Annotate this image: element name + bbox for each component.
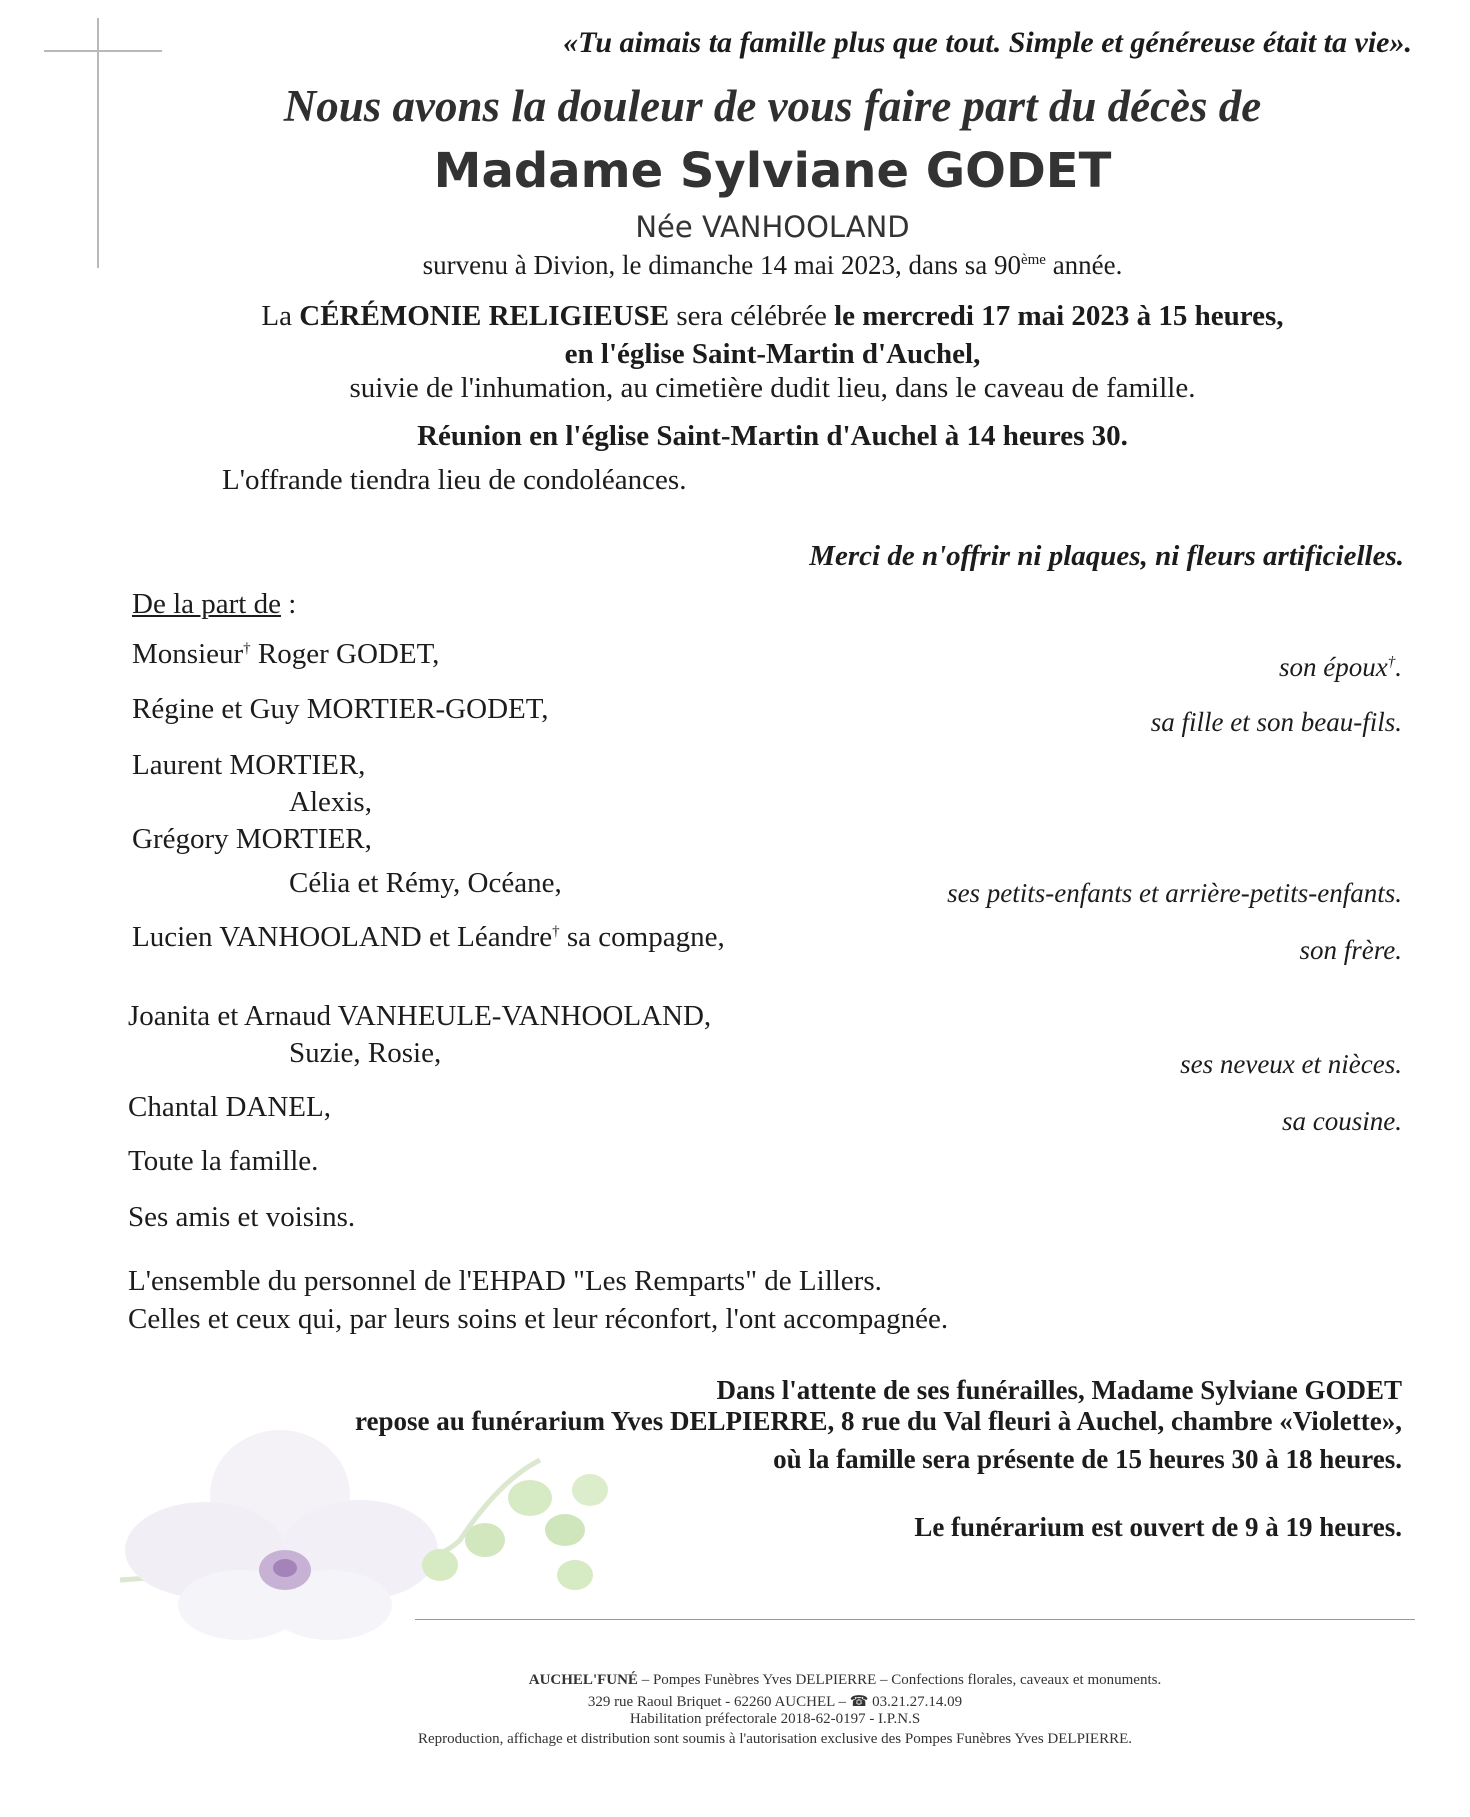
relation-label: son frère. [1299, 935, 1402, 965]
family-line: Grégory MORTIER, [132, 823, 372, 855]
family-line: Chantal DANEL, [128, 1091, 331, 1123]
footer-text: – Pompes Funèbres Yves DELPIERRE – Confections florales, caveaux et monuments. [637, 1672, 1162, 1688]
footer-address [40, 1692, 1470, 1711]
footer-habilitation: Habilitation préfectorale 2018-62-0197 - I.P.N.S [629, 1711, 921, 1727]
footer-reproduction: Reproduction, affichage et distribution sont soumis à l'autorisation exclusive des Pompes Funèbres Yves DELPIERRE. [417, 1731, 1132, 1747]
family-text: Monsieur [132, 638, 244, 670]
footer-brand: AUCHEL'FUNÉ [528, 1672, 638, 1688]
family-line: Celles et ceux qui, par leurs soins et leur réconfort, l'ont accompagnée. [128, 1303, 949, 1335]
dagger-mark: † [243, 640, 251, 657]
family-line: Joanita et Arnaud VANHEULE-VANHOOLAND, [128, 1000, 712, 1032]
deceased-name: Madame Sylviane GODET [433, 143, 1112, 199]
no-plaques-line: Merci de n'offrir ni plaques, ni fleurs artificielles. [809, 540, 1404, 572]
family-line: Ses amis et voisins. [128, 1201, 356, 1233]
de-la-part-de-label: De la part de [132, 588, 281, 620]
family-line: L'ensemble du personnel de l'EHPAD "Les Remparts" de Lillers. [128, 1265, 882, 1297]
funerarium-hours: Le funérarium est ouvert de 9 à 19 heures. [914, 1512, 1402, 1542]
cross-icon-horizontal [44, 50, 162, 52]
offering-line: L'offrande tiendra lieu de condoléances. [222, 464, 687, 496]
death-line-text: survenu à Divion, le dimanche 14 mai 2023, dans sa 90 [422, 250, 1021, 280]
footer-divider [415, 1619, 1415, 1620]
maiden-name: Née VANHOOLAND [635, 210, 910, 244]
meeting-line: Réunion en l'église Saint-Martin d'Auchel à 14 heures 30. [417, 420, 1128, 452]
family-line: Régine et Guy MORTIER-GODET, [132, 693, 549, 725]
relation-label: ses petits-enfants et arrière-petits-enfants. [947, 878, 1402, 908]
relation-text: son époux [1279, 652, 1388, 682]
funerarium-line: Dans l'attente de ses funérailles, Madame Sylviane GODET [716, 1375, 1402, 1405]
relation-label: sa fille et son beau-fils. [1150, 707, 1402, 737]
family-text: Roger GODET, [250, 638, 440, 670]
death-line-end: année. [1045, 250, 1123, 280]
family-line [132, 921, 725, 954]
ceremony-location: en l'église Saint-Martin d'Auchel, [564, 338, 981, 370]
death-line-sup: ème [1020, 252, 1046, 268]
footer-line [110, 1672, 1470, 1689]
ceremony-date: le mercredi 17 mai 2023 à 15 heures, [834, 300, 1284, 332]
relation-label: ses neveux et nièces. [1180, 1049, 1402, 1079]
dagger-mark: † [1387, 654, 1396, 670]
death-line [0, 250, 1470, 281]
epigraph: «Tu aimais ta famille plus que tout. Simple et généreuse était ta vie». [563, 26, 1412, 59]
ceremony-line [0, 300, 1470, 333]
ceremony-label: CÉRÉMONIE RELIGIEUSE [299, 300, 670, 332]
de-la-part-de [132, 588, 296, 621]
family-line: Toute la famille. [128, 1145, 319, 1177]
relation-label: sa cousine. [1282, 1106, 1402, 1136]
family-line: Laurent MORTIER, [132, 749, 366, 781]
de-la-part-de-colon: : [280, 588, 297, 620]
ceremony-middle: sera célébrée [669, 300, 835, 332]
footer-phone: 03.21.27.14.09 [872, 1694, 963, 1710]
funerarium-line: où la famille sera présente de 15 heures 30 à 18 heures. [773, 1444, 1402, 1474]
family-text: Lucien VANHOOLAND et Léandre [132, 921, 553, 953]
family-text: sa compagne, [559, 921, 725, 953]
footer-text: 329 rue Raoul Briquet - 62260 AUCHEL – [587, 1694, 850, 1710]
headline: Nous avons la douleur de vous faire part du décès de [283, 81, 1262, 131]
family-line: Célia et Rémy, Océane, [289, 867, 562, 899]
ceremony-prefix: La [261, 300, 300, 332]
relation-text: . [1395, 652, 1402, 682]
relation-label [1279, 652, 1402, 683]
family-line: Suzie, Rosie, [289, 1037, 442, 1069]
orchid-illustration [110, 1420, 670, 1650]
burial-line: suivie de l'inhumation, au cimetière dudit lieu, dans le caveau de famille. [349, 372, 1196, 404]
family-line [132, 638, 439, 671]
funerarium-line: repose au funérarium Yves DELPIERRE, 8 rue du Val fleuri à Auchel, chambre «Violette», [355, 1406, 1402, 1436]
dagger-mark: † [552, 923, 560, 940]
family-line: Alexis, [289, 786, 372, 818]
phone-icon: ☎ [849, 1694, 869, 1710]
